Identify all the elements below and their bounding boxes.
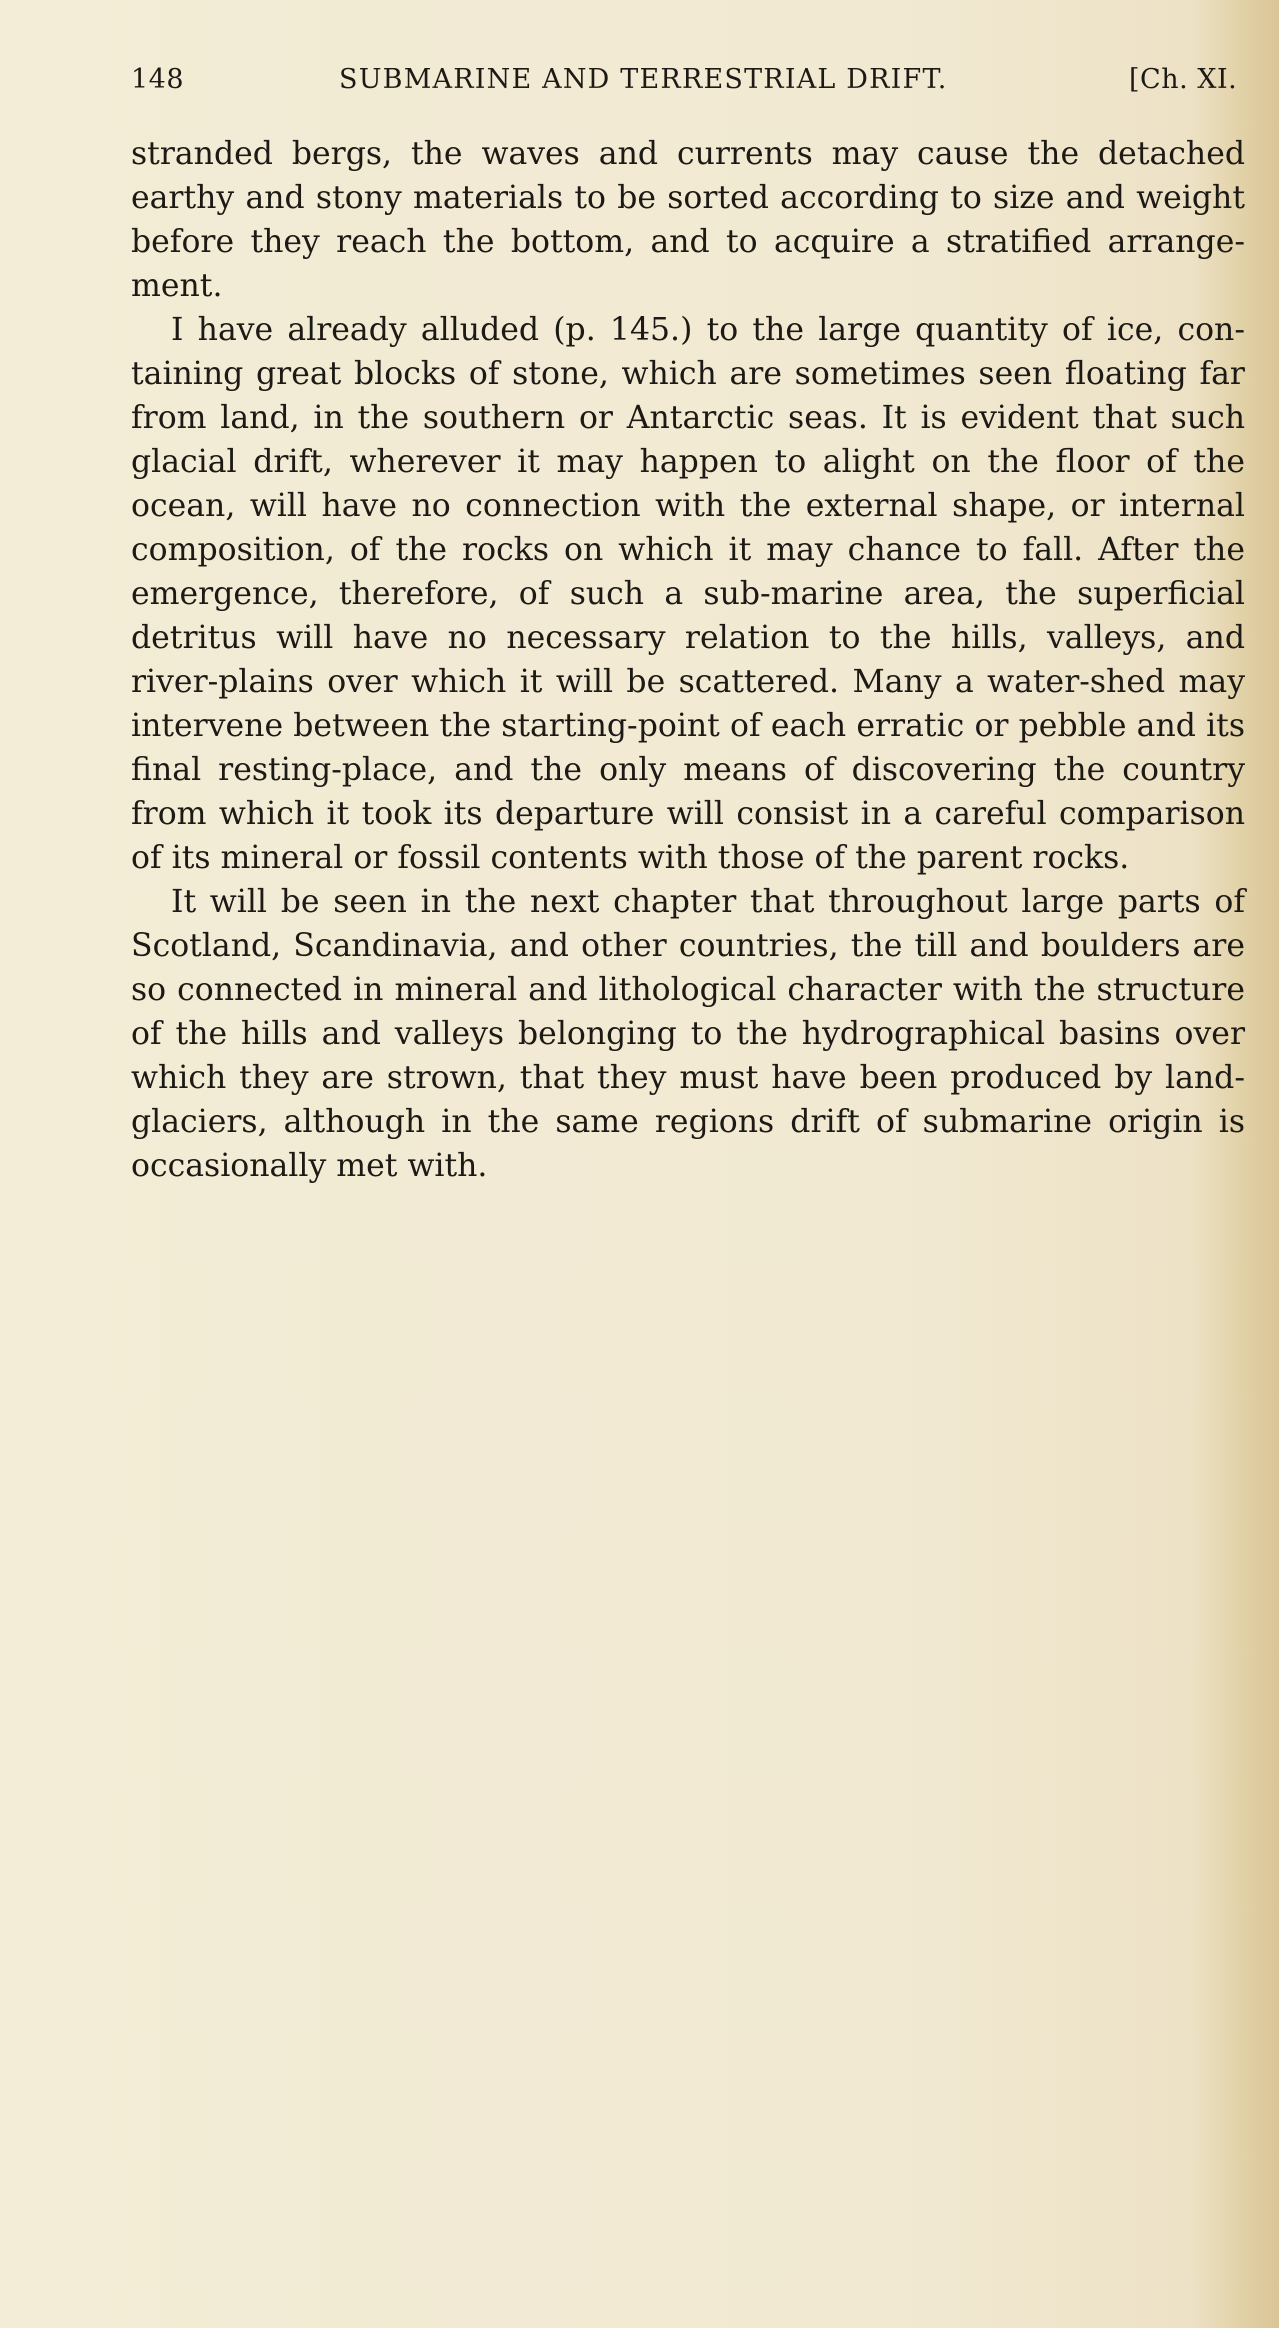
paragraph-continued: stranded bergs, the waves and currents may cause the detached earthy and stony materials to be sorted according to size and weight before they reach the bottom, and to acquire a stratified arrange-ment. <box>131 136 1245 304</box>
running-header <box>131 64 1261 108</box>
paragraph-antarctic-ice: I have already alluded (p. 145.) to the large quantity of ice, con-taining great blocks of stone, which are sometimes seen floating far from land, in the southern or Antarctic seas. It is evident that such glacial drift, wherever it may happen to alight on the floor of the ocean, will have no connection with the external shape, or internal composition, of the rocks on which it may chance to fall. After the emergence, therefore, of such a sub-marine area, the superficial detritus will have no necessary relation to the hills, valleys, and river-plains over which it will be scattered. Many a water-shed may intervene between the starting-point of each erratic or pebble and its final resting-place, and the only means of discovering the country from which it took its departure will consist in a careful comparison of its mineral or fossil contents with those of the parent rocks. <box>131 312 1245 876</box>
running-title: SUBMARINE AND TERRESTRIAL DRIFT. <box>339 64 948 95</box>
chapter-reference: [Ch. XI. <box>1129 64 1238 95</box>
page-number: 148 <box>131 64 185 95</box>
body-text <box>131 132 1245 1188</box>
paragraph-land-glaciers: It will be seen in the next chapter that throughout large parts of Scotland, Scandinavia, and other countries, the till and boulders are so connected in mineral and lithological character with the structure of the hills and valleys belonging to the hydrographical basins over which they are strown, that they must have been produced by land-glaciers, although in the same regions drift of submarine origin is occasionally met with. <box>131 884 1245 1184</box>
